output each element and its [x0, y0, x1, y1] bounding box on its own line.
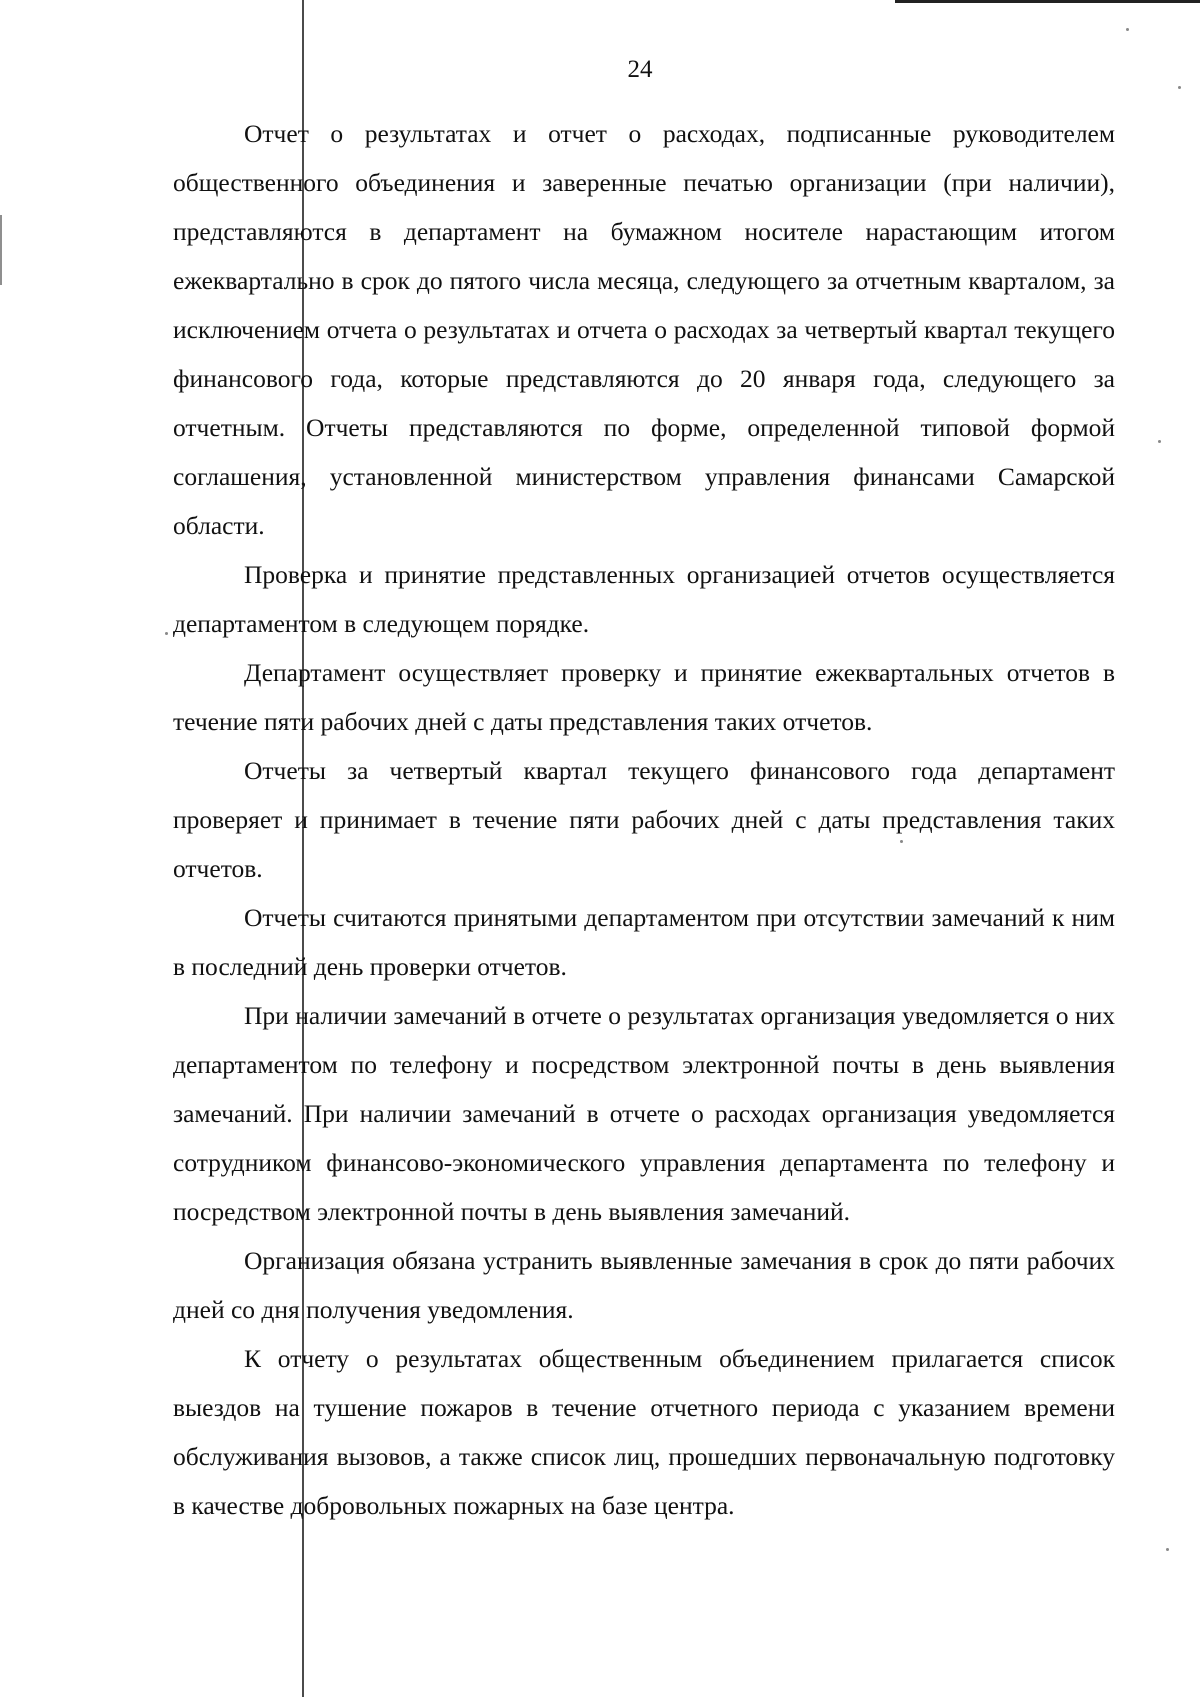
document-body [173, 109, 1115, 1530]
scan-artifact-left-mark [0, 215, 2, 285]
scan-speck [1178, 86, 1181, 89]
paragraph-report-attachments: К отчету о результатах общественным объединением прилагается список выездов на тушение пожаров в течение отчетного периода с указанием времени обслуживания вызовов, а также список лиц, прошедших первоначальную подготовку в качестве добровольных пожарных на базе центра. [173, 1344, 1115, 1520]
paragraph-report-submission: Отчет о результатах и отчет о расходах, подписанные руководителем общественного объединения и заверенные печатью организации (при наличии), представляются в департамент на бумажном носителе нарастающим итогом ежеквартально в срок до пятого числа месяца, следующего за отчетным кварталом, за исключением отчета о результатах и отчета о расходах за четвертый квартал текущего финансового года, которые представляются до 20 января года, следующего за отчетным. Отчеты представляются по форме, определенной типовой формой соглашения, установленной министерством управления финансами Самарской области. [173, 119, 1115, 540]
paragraph-verification-order: Проверка и принятие представленных организацией отчетов осуществляется департаментом в следующем порядке. [173, 560, 1115, 638]
paragraph-quarterly-verification: Департамент осуществляет проверку и принятие ежеквартальных отчетов в течение пяти рабочих дней с даты представления таких отчетов. [173, 658, 1115, 736]
scan-speck [1158, 440, 1161, 443]
paragraph-fourth-quarter: Отчеты за четвертый квартал текущего финансового года департамент проверяет и принимает в течение пяти рабочих дней с даты представления таких отчетов. [173, 756, 1115, 883]
scan-artifact-top-rule [895, 0, 1200, 3]
scan-speck [1126, 28, 1129, 31]
scan-speck [1166, 1548, 1169, 1551]
paragraph-acceptance: Отчеты считаются принятыми департаментом при отсутствии замечаний к ним в последний день проверки отчетов. [173, 903, 1115, 981]
paragraph-remarks-correction: Организация обязана устранить выявленные замечания в срок до пяти рабочих дней со дня получения уведомления. [173, 1246, 1115, 1324]
paragraph-remarks-notification: При наличии замечаний в отчете о результатах организация уведомляется о них департаментом по телефону и посредством электронной почты в день выявления замечаний. При наличии замечаний в отчете о расходах организация уведомляется сотрудником финансово-экономического управления департамента по телефону и посредством электронной почты в день выявления замечаний. [173, 1001, 1115, 1226]
scan-speck [165, 632, 168, 635]
page-number: 24 [627, 56, 653, 83]
